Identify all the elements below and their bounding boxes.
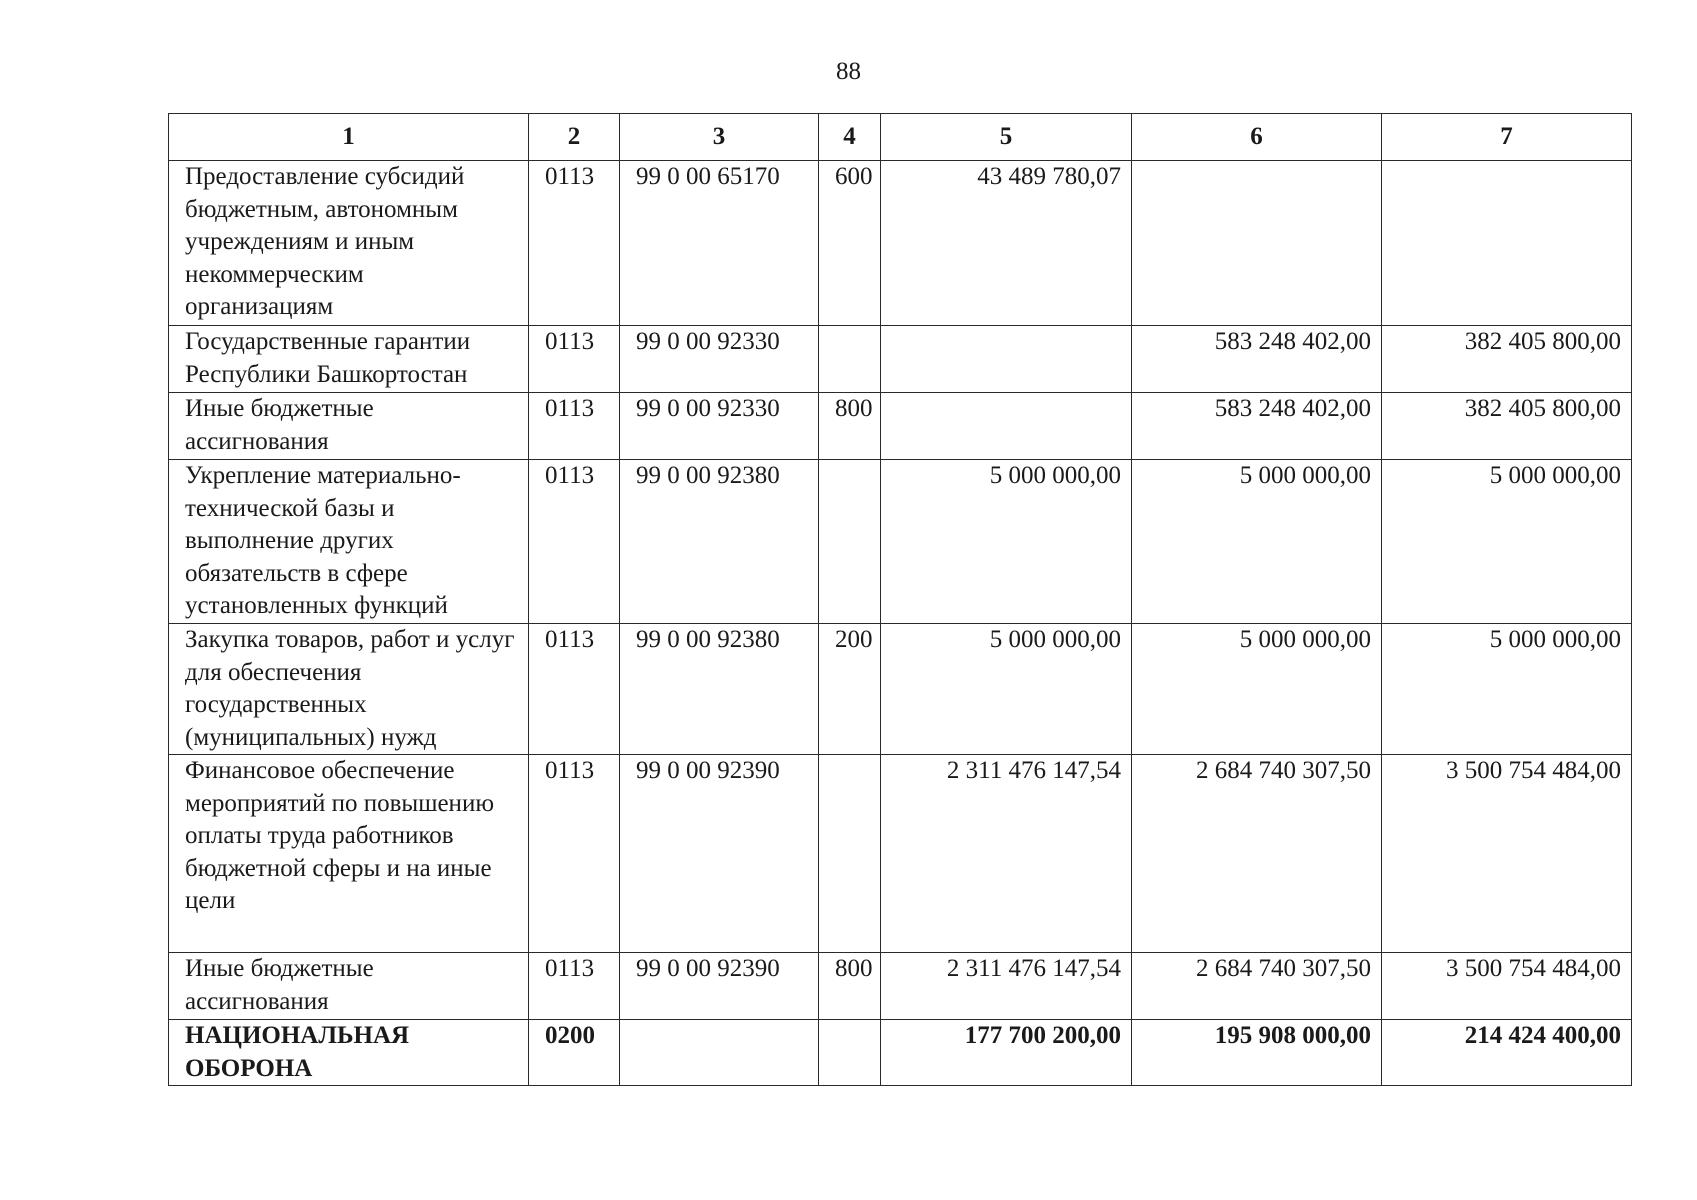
column-header: 6 [1132,114,1382,161]
section-code: 0113 [529,393,620,460]
value-col6 [1132,161,1382,326]
table-row-total [169,1020,1632,1086]
target-code: 99 0 00 92390 [620,953,819,1020]
table-row [169,326,1632,393]
value-col6: 5 000 000,00 [1132,460,1382,624]
section-code: 0200 [529,1020,620,1086]
type-code: 800 [819,393,881,460]
target-code: 99 0 00 92330 [620,326,819,393]
row-name: Иные бюджетные ассигнования [169,953,529,1020]
type-code: 800 [819,953,881,1020]
section-code: 0113 [529,460,620,624]
table-row [169,161,1632,326]
section-code: 0113 [529,161,620,326]
value-col7 [1382,161,1632,326]
type-code: 600 [819,161,881,326]
header-row [169,114,1632,161]
target-code: 99 0 00 92390 [620,755,819,953]
column-header: 2 [529,114,620,161]
value-col5: 43 489 780,07 [881,161,1132,326]
target-code: 99 0 00 65170 [620,161,819,326]
value-col6: 195 908 000,00 [1132,1020,1382,1086]
value-col7: 382 405 800,00 [1382,326,1632,393]
section-code: 0113 [529,755,620,953]
value-col5: 177 700 200,00 [881,1020,1132,1086]
target-code [620,1020,819,1086]
column-header: 5 [881,114,1132,161]
row-name: НАЦИОНАЛЬНАЯ ОБОРОНА [169,1020,529,1086]
value-col6: 583 248 402,00 [1132,326,1382,393]
column-header: 1 [169,114,529,161]
value-col7: 3 500 754 484,00 [1382,755,1632,953]
value-col7: 214 424 400,00 [1382,1020,1632,1086]
type-code [819,755,881,953]
row-name: Иные бюджетные ассигнования [169,393,529,460]
row-name: Предоставление субсидий бюджетным, автономным учреждениям и иным некоммерческим организациям [169,161,529,326]
budget-table [168,113,1632,1086]
type-code [819,1020,881,1086]
table-row [169,755,1632,953]
value-col5 [881,326,1132,393]
type-code: 200 [819,624,881,755]
row-name: Финансовое обеспечение мероприятий по повышению оплаты труда работников бюджетной сферы и на иные цели [169,755,529,953]
value-col5: 2 311 476 147,54 [881,755,1132,953]
value-col6: 2 684 740 307,50 [1132,755,1382,953]
value-col6: 2 684 740 307,50 [1132,953,1382,1020]
value-col7: 3 500 754 484,00 [1382,953,1632,1020]
type-code [819,326,881,393]
value-col7: 5 000 000,00 [1382,460,1632,624]
value-col6: 583 248 402,00 [1132,393,1382,460]
row-name: Государственные гарантии Республики Башкортостан [169,326,529,393]
table-row [169,460,1632,624]
page-number: 88 [836,58,861,85]
column-header: 4 [819,114,881,161]
type-code [819,460,881,624]
table-row [169,624,1632,755]
section-code: 0113 [529,326,620,393]
row-name: Укрепление материально-технической базы и выполнение других обязательств в сфере установленных функций [169,460,529,624]
target-code: 99 0 00 92380 [620,460,819,624]
value-col6: 5 000 000,00 [1132,624,1382,755]
target-code: 99 0 00 92380 [620,624,819,755]
table-row [169,953,1632,1020]
value-col5: 2 311 476 147,54 [881,953,1132,1020]
target-code: 99 0 00 92330 [620,393,819,460]
value-col5: 5 000 000,00 [881,460,1132,624]
value-col7: 382 405 800,00 [1382,393,1632,460]
value-col5 [881,393,1132,460]
column-header: 7 [1382,114,1632,161]
row-name: Закупка товаров, работ и услуг для обеспечения государственных (муниципальных) нужд [169,624,529,755]
table-row [169,393,1632,460]
column-header: 3 [620,114,819,161]
section-code: 0113 [529,624,620,755]
section-code: 0113 [529,953,620,1020]
value-col7: 5 000 000,00 [1382,624,1632,755]
value-col5: 5 000 000,00 [881,624,1132,755]
